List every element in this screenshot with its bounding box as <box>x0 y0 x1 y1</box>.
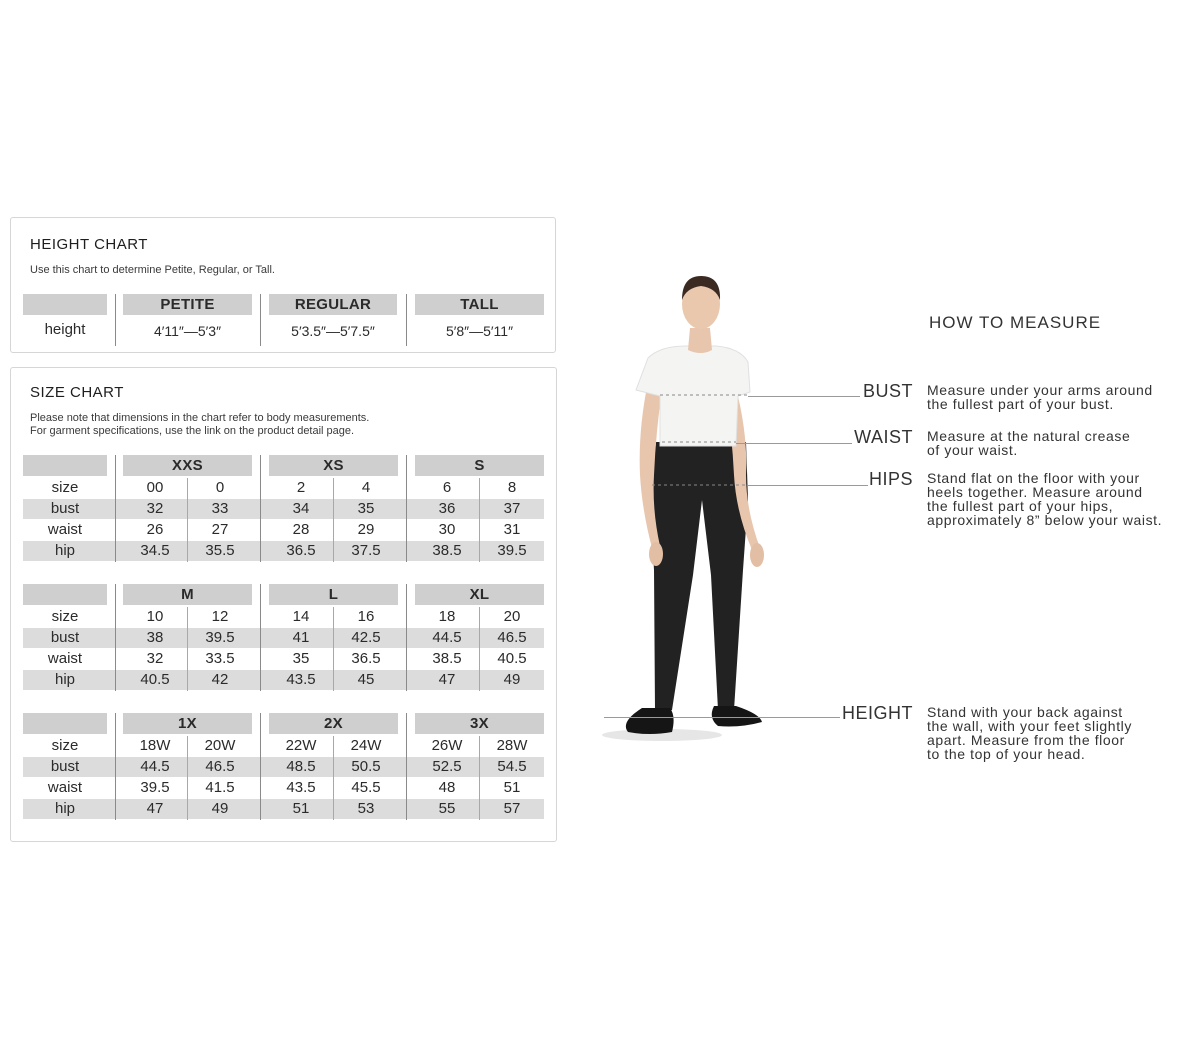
size-chart-card <box>10 367 557 842</box>
size-cell: 54.5 <box>497 758 527 775</box>
size-cell: 43.5 <box>286 671 316 688</box>
size-cell: 8 <box>507 479 517 496</box>
size-cell: 36.5 <box>351 650 381 667</box>
size-row-label: hip <box>54 542 76 559</box>
size-group-header: XXS <box>123 455 252 476</box>
left-hand <box>649 542 663 566</box>
size-group-header: 3X <box>415 713 544 734</box>
size-cell: 46.5 <box>205 758 235 775</box>
size-group-header: M <box>123 584 252 605</box>
neck <box>688 328 712 353</box>
size-header-blank <box>23 455 107 476</box>
size-cell: 49 <box>503 671 521 688</box>
size-row-label: size <box>51 737 79 754</box>
waist-label: WAIST <box>854 427 913 447</box>
height-chart-card <box>10 217 556 353</box>
height-divider <box>115 294 116 346</box>
size-cell: 47 <box>146 800 164 817</box>
size-col-divider <box>260 455 261 562</box>
size-row-label: hip <box>54 800 76 817</box>
size-group-header: XL <box>415 584 544 605</box>
size-cell: 43.5 <box>286 779 316 796</box>
left-shoe <box>626 708 674 734</box>
size-col-divider <box>115 713 116 820</box>
height-desc: Stand with your back against the wall, with your feet slightly apart. Measure from the floor to the top of your head. <box>927 704 1132 762</box>
size-cell: 18W <box>139 737 171 754</box>
size-cell: 28W <box>496 737 528 754</box>
size-cell: 46.5 <box>497 629 527 646</box>
size-row-label: waist <box>47 779 83 796</box>
size-cell: 57 <box>503 800 521 817</box>
size-col-divider <box>260 713 261 820</box>
size-cell: 32 <box>146 650 164 667</box>
size-group-header: 2X <box>269 713 398 734</box>
hips-label: HIPS <box>868 469 913 489</box>
size-cell: 29 <box>357 521 375 538</box>
size-cell: 35 <box>357 500 375 517</box>
size-cell: 0 <box>215 479 225 496</box>
size-cell: 39.5 <box>497 542 527 559</box>
size-cell: 42.5 <box>351 629 381 646</box>
height-value-petite: 4′11″—5′3″ <box>153 323 222 339</box>
size-cell: 16 <box>357 608 375 625</box>
size-chart-title: SIZE CHART <box>30 384 124 401</box>
size-cell: 41 <box>292 629 310 646</box>
size-cell: 35 <box>292 650 310 667</box>
size-cell: 20 <box>503 608 521 625</box>
pants <box>650 442 748 710</box>
size-row-label: size <box>51 608 79 625</box>
size-cell: 14 <box>292 608 310 625</box>
size-cell: 18 <box>438 608 456 625</box>
size-cell: 48.5 <box>286 758 316 775</box>
size-cell: 38.5 <box>432 542 462 559</box>
size-col-divider <box>260 584 261 691</box>
height-row-label: height <box>44 321 86 338</box>
size-cell: 34 <box>292 500 310 517</box>
size-col-divider <box>406 455 407 562</box>
height-header-petite: PETITE <box>123 294 252 315</box>
size-row-label: waist <box>47 521 83 538</box>
size-cell: 49 <box>211 800 229 817</box>
size-cell: 52.5 <box>432 758 462 775</box>
size-cell: 26 <box>146 521 164 538</box>
size-cell: 31 <box>503 521 521 538</box>
size-col-divider <box>115 584 116 691</box>
size-group-header: S <box>415 455 544 476</box>
bust-label: BUST <box>862 381 913 401</box>
size-cell: 12 <box>211 608 229 625</box>
height-value-tall: 5′8″—5′11″ <box>445 323 514 339</box>
size-cell: 35.5 <box>205 542 235 559</box>
size-cell: 38 <box>146 629 164 646</box>
height-divider <box>260 294 261 346</box>
size-cell: 48 <box>438 779 456 796</box>
size-cell: 40.5 <box>497 650 527 667</box>
size-header-blank <box>23 713 107 734</box>
height-header-blank <box>23 294 107 315</box>
size-cell: 44.5 <box>140 758 170 775</box>
size-header-blank <box>23 584 107 605</box>
size-cell: 34.5 <box>140 542 170 559</box>
size-row-label: bust <box>50 500 80 517</box>
size-row-label: bust <box>50 629 80 646</box>
hips-desc: Stand flat on the floor with your heels together. Measure around the fullest part of your hips, approximately 8” below your waist. <box>927 470 1163 528</box>
size-cell: 2 <box>296 479 306 496</box>
size-cell: 36 <box>438 500 456 517</box>
size-cell: 51 <box>503 779 521 796</box>
size-row-label: waist <box>47 650 83 667</box>
right-hand <box>750 543 764 567</box>
size-cell: 33.5 <box>205 650 235 667</box>
model-figure <box>590 270 790 750</box>
size-cell: 45 <box>357 671 375 688</box>
size-cell: 55 <box>438 800 456 817</box>
height-divider <box>406 294 407 346</box>
size-cell: 41.5 <box>205 779 235 796</box>
size-col-divider <box>406 713 407 820</box>
size-cell: 39.5 <box>140 779 170 796</box>
size-cell: 38.5 <box>432 650 462 667</box>
height-label: HEIGHT <box>841 703 913 723</box>
size-cell: 26W <box>431 737 463 754</box>
size-cell: 50.5 <box>351 758 381 775</box>
size-cell: 33 <box>211 500 229 517</box>
size-group-header: XS <box>269 455 398 476</box>
size-group-header: 1X <box>123 713 252 734</box>
size-cell: 45.5 <box>351 779 381 796</box>
size-row-label: size <box>51 479 79 496</box>
bust-desc: Measure under your arms around the fullest part of your bust. <box>927 382 1153 412</box>
height-line <box>604 717 840 718</box>
size-cell: 40.5 <box>140 671 170 688</box>
size-col-divider <box>115 455 116 562</box>
size-cell: 42 <box>211 671 229 688</box>
size-cell: 51 <box>292 800 310 817</box>
size-cell: 24W <box>350 737 382 754</box>
height-chart-title: HEIGHT CHART <box>30 236 148 253</box>
size-cell: 10 <box>146 608 164 625</box>
size-cell: 53 <box>357 800 375 817</box>
size-row-label: hip <box>54 671 76 688</box>
size-col-divider <box>406 584 407 691</box>
size-cell: 00 <box>146 479 164 496</box>
height-chart-note: Use this chart to determine Petite, Regular, or Tall. <box>30 264 275 276</box>
size-cell: 6 <box>442 479 452 496</box>
size-row-label: bust <box>50 758 80 775</box>
size-cell: 47 <box>438 671 456 688</box>
waist-desc: Measure at the natural crease of your waist. <box>927 428 1131 458</box>
size-cell: 28 <box>292 521 310 538</box>
size-cell: 20W <box>204 737 236 754</box>
size-chart-note-1: Please note that dimensions in the chart refer to body measurements. <box>30 412 370 424</box>
size-cell: 37 <box>503 500 521 517</box>
height-header-regular: REGULAR <box>269 294 397 315</box>
size-cell: 39.5 <box>205 629 235 646</box>
size-cell: 22W <box>285 737 317 754</box>
size-cell: 27 <box>211 521 229 538</box>
size-cell: 36.5 <box>286 542 316 559</box>
how-to-measure-title: HOW TO MEASURE <box>929 313 1102 332</box>
height-header-tall: TALL <box>415 294 544 315</box>
size-cell: 4 <box>361 479 371 496</box>
size-group-header: L <box>269 584 398 605</box>
height-value-regular: 5′3.5″—5′7.5″ <box>291 323 375 339</box>
size-cell: 37.5 <box>351 542 381 559</box>
size-cell: 44.5 <box>432 629 462 646</box>
size-cell: 32 <box>146 500 164 517</box>
size-cell: 30 <box>438 521 456 538</box>
size-chart-note-2: For garment specifications, use the link on the product detail page. <box>30 425 355 437</box>
